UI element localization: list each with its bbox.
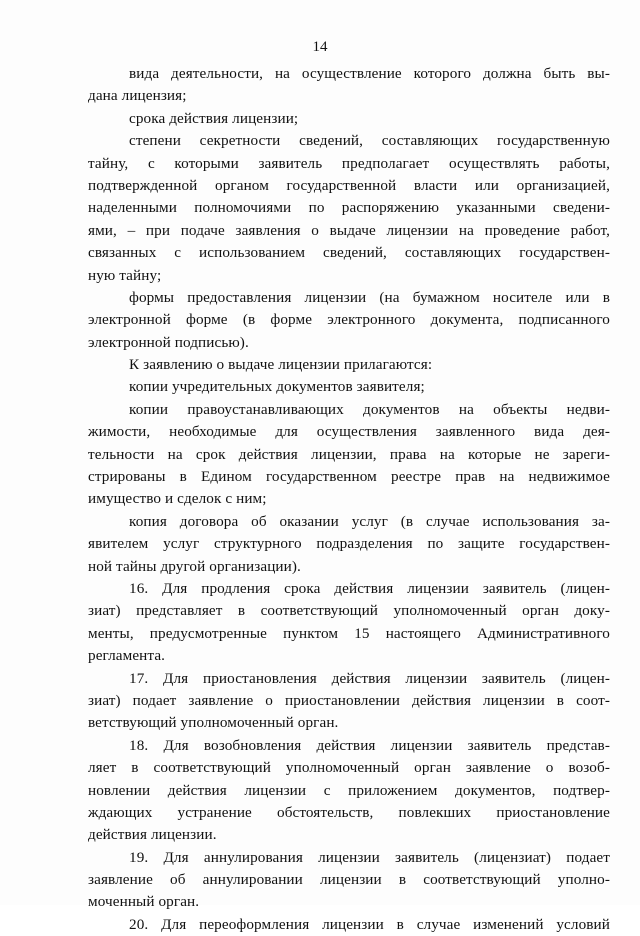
text-line: срока действия лицензии; [129,109,299,127]
text-line: зиат) подает заявление о приостановлении действия лицензии в соот- [88,691,610,709]
text-line: ями, – при подаче заявления о выдаче лицензии на проведение работ, [88,221,610,239]
text-line: заявление об аннулировании лицензии в соответствующий уполно- [88,871,610,889]
text-line: ветствующий уполномоченный орган. [88,714,339,732]
text-line: жимости, необходимые для осуществления заявленного вида дея- [88,423,610,441]
text-line: имущество и сделок с ним; [88,490,267,508]
text-line: действия лицензии. [88,826,217,844]
text-line: электронной форме (в форме электронного документа, подписанного [88,311,610,329]
text-line: копии учредительных документов заявителя; [129,378,425,396]
text-line: тайну, с которыми заявитель предполагает осуществлять работы, [88,154,610,172]
text-line: ную тайну; [88,266,162,284]
text-line: электронной подписью). [88,333,249,351]
text-line: копия договора об оказании услуг (в случае использования за- [129,512,610,530]
text-line: 17. Для приостановления действия лицензии заявитель (лицен- [129,669,610,687]
text-line: менты, предусмотренные пунктом 15 настоящего Административного [88,624,610,642]
text-line: регламента. [88,647,166,665]
text-line: формы предоставления лицензии (на бумажном носителе или в [129,288,610,306]
text-line: ной тайны другой организации). [88,557,301,575]
text-line: моченный орган. [88,893,200,911]
text-line: дана лицензия; [88,87,187,105]
document-body [88,63,610,936]
text-line: вида деятельности, на осуществление которого должна быть вы- [129,65,610,82]
text-line: ляет в соответствующий уполномоченный орган заявление о возоб- [88,759,610,777]
text-line: 19. Для аннулирования лицензии заявитель (лицензиат) подает [129,848,610,866]
text-line: ждающих устранение обстоятельств, повлекших приостановление [88,803,610,821]
text-line: новлении действия лицензии с приложением документов, подтвер- [88,781,610,799]
text-line: тельности на срок действия лицензии, права на которые не зареги- [88,445,610,463]
text-line: зиат) представляет в соответствующий уполномоченный орган доку- [88,602,610,620]
page-number: 14 [312,39,328,55]
text-line: 16. Для продления срока действия лицензии заявитель (лицен- [129,579,610,597]
text-line: подтвержденной органом государственной власти или организацией, [88,176,610,194]
text-line: явителем услуг структурного подразделения по защите государствен- [88,535,610,553]
text-line: копии правоустанавливающих документов на объекты недви- [129,400,610,418]
text-line: 20. Для переоформления лицензии в случае изменений условий [129,915,610,933]
text-line: степени секретности сведений, составляющих государственную [129,132,610,150]
text-line: стрированы в Едином государственном реестре прав на недвижимое [88,468,610,486]
text-line: К заявлению о выдаче лицензии прилагаются: [129,356,433,374]
text-line: 18. Для возобновления действия лицензии заявитель представ- [129,736,610,754]
text-line: наделенными полномочиями по распоряжению указанными сведени- [88,199,610,217]
text-line: связанных с использованием сведений, составляющих государствен- [88,244,610,262]
